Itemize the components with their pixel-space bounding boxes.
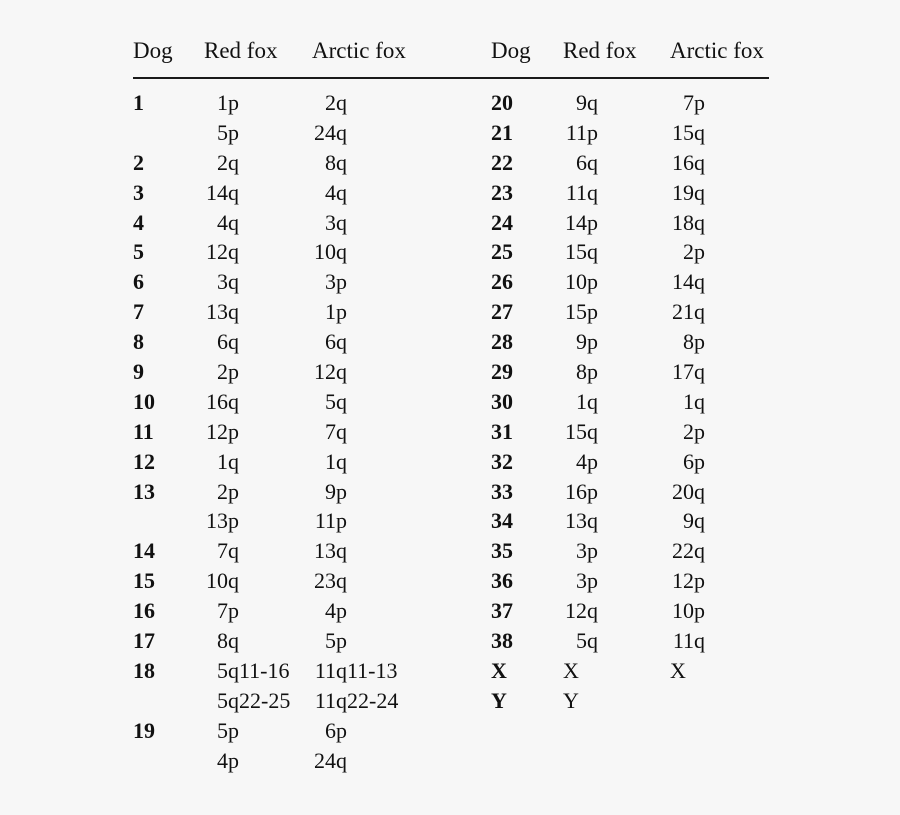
table-row [133,267,423,297]
table-row [491,88,769,118]
arctic-fox-value: 8q [325,149,347,175]
red-fox-value: 7p [217,598,239,624]
table-row [491,327,769,357]
table-row [133,477,423,507]
table-row [133,88,423,118]
table-row [133,656,423,686]
red-fox-value: 4p [576,448,598,474]
arctic-fox-value: 11p [314,508,347,534]
table-row [491,536,769,566]
table-row [491,566,769,596]
dog-chromosome: 10 [133,388,155,414]
table-row [133,178,423,208]
arctic-fox-value: 2q [325,90,347,115]
table-row [491,387,769,417]
dog-chromosome: 34 [491,508,513,534]
dog-chromosome: 12 [133,448,155,474]
dog-chromosome: 7 [133,299,144,325]
table-row [133,357,423,387]
arctic-fox-value: 21q [672,299,705,325]
dog-chromosome: 23 [491,179,513,205]
arctic-fox-value: 16q [672,149,705,175]
red-fox-value: 9q [576,90,598,115]
red-fox-value: 11p [565,119,598,145]
red-fox-value: 4p [217,747,239,773]
table-row [491,148,769,178]
arctic-fox-value: 5p [325,628,347,654]
arctic-fox-value: 2p [683,418,705,444]
arctic-fox-value: 1p [325,299,347,325]
table-row [491,447,769,477]
arctic-fox-value: 9p [325,478,347,504]
table-row [491,208,769,238]
arctic-fox-value: 1q [325,448,347,474]
table-row [133,237,423,267]
red-fox-value: 11q [565,179,598,205]
red-fox-value: 13q [206,299,239,325]
dog-chromosome: 9 [133,359,144,385]
dog-chromosome: 14 [133,538,155,564]
red-fox-value: 6q [217,329,239,355]
red-fox-value: 13q [565,508,598,534]
dog-chromosome: 11 [133,418,154,444]
table-row [133,447,423,477]
dog-chromosome: 26 [491,269,513,295]
dog-chromosome: 38 [491,628,513,654]
table-row [491,178,769,208]
table-row [491,477,769,507]
dog-chromosome: 36 [491,568,513,594]
red-fox-value: X [563,657,579,683]
arctic-fox-value: 1q [683,388,705,414]
table-row [491,357,769,387]
arctic-fox-value: 5q [325,388,347,414]
dog-chromosome: 4 [133,209,144,235]
arctic-fox-value: 24q [314,119,347,145]
table-row [491,596,769,626]
red-fox-value: 12q [206,239,239,265]
arctic-fox-value: 22q [672,538,705,564]
red-fox-value: 16p [565,478,598,504]
table-row [491,237,769,267]
arctic-fox-value: 12p [672,568,705,594]
dog-chromosome: 28 [491,329,513,355]
red-fox-value: 3p [576,538,598,564]
red-fox-value: 8q [217,628,239,654]
arctic-fox-value: 3q [325,209,347,235]
dog-chromosome: 33 [491,478,513,504]
left-rows [133,88,423,775]
header-dog: Dog [491,38,531,63]
red-fox-value: 2p [217,478,239,504]
red-fox-value: 13p [206,508,239,534]
arctic-fox-value: 8p [683,329,705,355]
arctic-fox-value: 9q [683,508,705,534]
table-row [133,596,423,626]
dog-chromosome: 20 [491,90,513,115]
table-row [133,118,423,148]
dog-chromosome: 25 [491,239,513,265]
dog-chromosome: 16 [133,598,155,624]
dog-chromosome: X [491,657,507,683]
arctic-fox-value: 14q [672,269,705,295]
red-fox-value: 5q11-16 [217,657,290,683]
table-row [491,417,769,447]
dog-chromosome: 24 [491,209,513,235]
table-row [133,327,423,357]
red-fox-value: 1q [576,388,598,414]
arctic-fox-value: 15q [672,119,705,145]
arctic-fox-value: 4q [325,179,347,205]
dog-chromosome: 17 [133,628,155,654]
table-row [133,536,423,566]
red-fox-value: 1q [217,448,239,474]
dog-chromosome: 8 [133,329,144,355]
table-row [133,686,423,716]
red-fox-value: 5q22-25 [217,687,291,713]
dog-chromosome: 29 [491,359,513,385]
red-fox-value: 4q [217,209,239,235]
red-fox-value: 15q [565,418,598,444]
arctic-fox-value: 13q [314,538,347,564]
arctic-fox-value: 12q [314,359,347,385]
dog-chromosome: Y [491,687,507,713]
arctic-fox-value: 3p [325,269,347,295]
red-fox-value: 5q [576,628,598,654]
arctic-fox-value: 24q [314,747,347,773]
arctic-fox-value: 7p [683,90,705,115]
table-row [491,686,769,716]
dog-chromosome: 2 [133,149,144,175]
table-row [133,566,423,596]
arctic-fox-value: 7q [325,418,347,444]
red-fox-value: Y [563,687,579,713]
table-row [133,506,423,536]
red-fox-value: 15p [565,299,598,325]
red-fox-value: 2q [217,149,239,175]
table-row [133,297,423,327]
red-fox-value: 12p [206,418,239,444]
red-fox-value: 12q [565,598,598,624]
header-arctic-fox: Arctic fox [670,38,764,63]
dog-chromosome: 22 [491,149,513,175]
arctic-fox-value: 20q [672,478,705,504]
dog-chromosome: 30 [491,388,513,414]
header-red-fox: Red fox [563,38,637,63]
red-fox-value: 16q [206,388,239,414]
header-row-left [133,36,423,66]
red-fox-value: 1p [217,90,239,115]
red-fox-value: 10p [565,269,598,295]
arctic-fox-value: 23q [314,568,347,594]
arctic-fox-value: 2p [683,239,705,265]
red-fox-value: 3p [576,568,598,594]
table-row [133,148,423,178]
header-red-fox: Red fox [204,38,278,63]
table-row [133,208,423,238]
table-row [133,716,423,746]
dog-chromosome: 21 [491,119,513,145]
red-fox-value: 5p [217,717,239,743]
arctic-fox-value: 11q11-13 [314,657,398,683]
table-row [491,118,769,148]
arctic-fox-value: 10q [314,239,347,265]
table-row [491,297,769,327]
right-rows [491,88,769,716]
dog-chromosome: 35 [491,538,513,564]
table-row [133,387,423,417]
table-row [491,506,769,536]
arctic-fox-value: 4p [325,598,347,624]
red-fox-value: 8p [576,359,598,385]
arctic-fox-value: 6p [325,717,347,743]
table-row [133,417,423,447]
dog-chromosome: 15 [133,568,155,594]
table-row [133,626,423,656]
arctic-fox-value: 17q [672,359,705,385]
dog-chromosome: 1 [133,90,144,115]
dog-chromosome: 5 [133,239,144,265]
header-row-right [491,36,769,66]
red-fox-value: 6q [576,149,598,175]
red-fox-value: 7q [217,538,239,564]
arctic-fox-value: 10p [672,598,705,624]
red-fox-value: 9p [576,329,598,355]
arctic-fox-value: 18q [672,209,705,235]
arctic-fox-value: 19q [672,179,705,205]
table-row [491,656,769,686]
dog-chromosome: 31 [491,418,513,444]
dog-chromosome: 18 [133,657,155,683]
dog-chromosome: 13 [133,478,155,504]
arctic-fox-value: X [670,657,686,683]
table-row [491,626,769,656]
table-row [491,267,769,297]
dog-chromosome: 3 [133,179,144,205]
arctic-fox-value: 6p [683,448,705,474]
red-fox-value: 5p [217,119,239,145]
dog-chromosome: 6 [133,269,144,295]
arctic-fox-value: 11q [672,628,705,654]
red-fox-value: 10q [206,568,239,594]
dog-chromosome: 32 [491,448,513,474]
red-fox-value: 14q [206,179,239,205]
dog-chromosome: 19 [133,717,155,743]
red-fox-value: 2p [217,359,239,385]
header-rule [133,77,769,79]
arctic-fox-value: 11q22-24 [314,687,399,713]
dog-chromosome: 37 [491,598,513,624]
dog-chromosome: 27 [491,299,513,325]
header-dog: Dog [133,38,173,63]
red-fox-value: 3q [217,269,239,295]
table-row [133,746,423,776]
red-fox-value: 14p [565,209,598,235]
arctic-fox-value: 6q [325,329,347,355]
header-arctic-fox: Arctic fox [312,38,406,63]
red-fox-value: 15q [565,239,598,265]
